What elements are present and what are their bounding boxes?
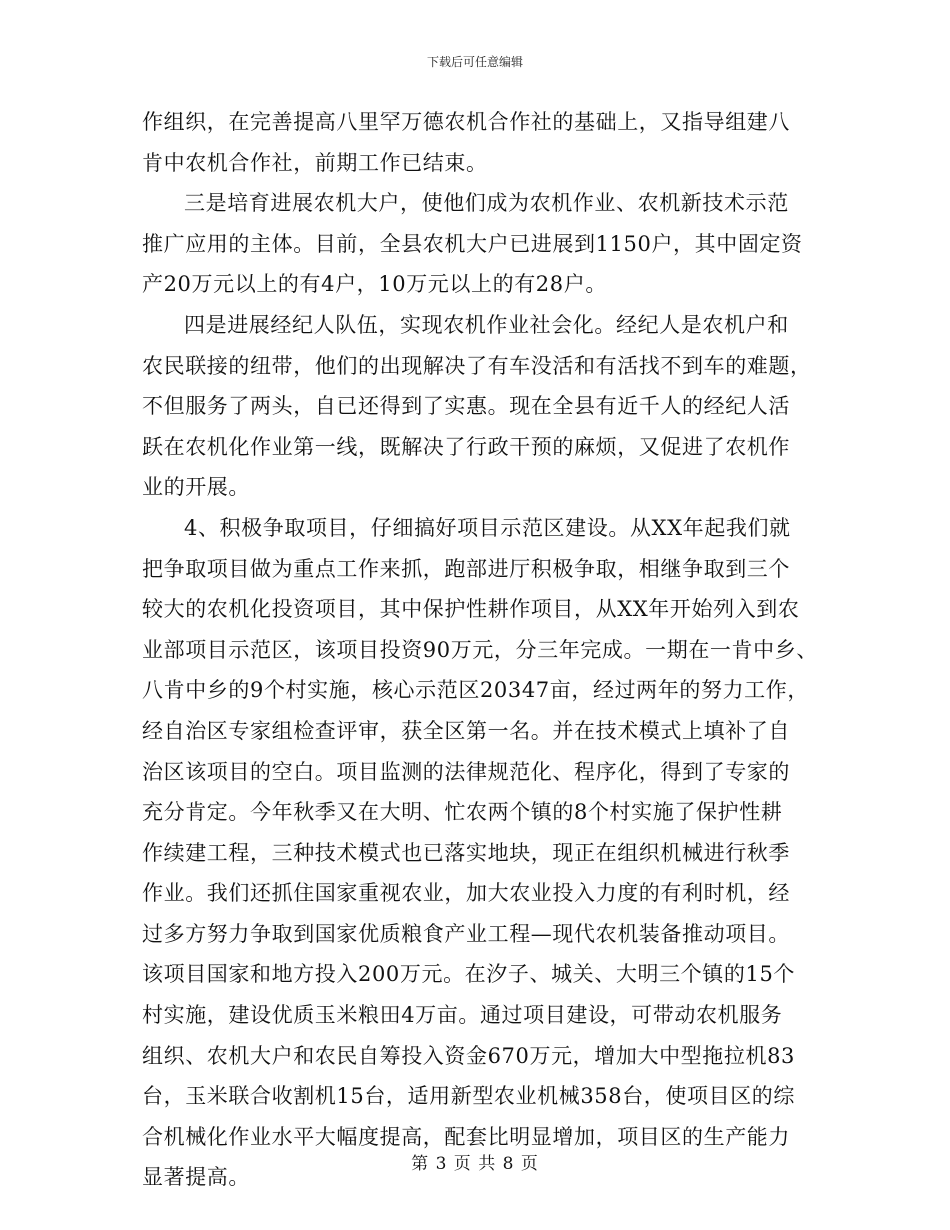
text-line: 4、积极争取项目，仔细搞好项目示范区建设。从XX年起我们就 — [184, 515, 791, 540]
text-line: 八肯中乡的9个村实施，核心示范区20347亩，经过两年的努力工作， — [142, 678, 809, 703]
text-line: 作业。我们还抓住国家重视农业，加大农业投入力度的有利时机，经 — [142, 881, 790, 906]
text-line: 三是培育进展农机大户，使他们成为农机作业、农机新技术示范 — [184, 191, 789, 216]
text-line: 作续建工程，三种技术模式也已落实地块，现正在组织机械进行秋季 — [142, 840, 790, 865]
text-line: 村实施，建设优质玉米粮田4万亩。通过项目建设，可带动农机服务 — [142, 1003, 783, 1028]
text-line: 较大的农机化投资项目，其中保护性耕作项目，从XX年开始列入到农 — [142, 597, 800, 622]
text-line: 治区该项目的空白。项目监测的法律规范化、程序化，得到了专家的 — [142, 759, 790, 784]
page-number-footer: 第 3 页 共 8 页 — [411, 1154, 539, 1174]
text-line: 经自治区专家组检查评审，获全区第一名。并在技术模式上填补了自 — [142, 718, 790, 743]
text-line: 充分肯定。今年秋季又在大明、忙农两个镇的8个村实施了保护性耕 — [142, 800, 783, 825]
text-line: 组织、农机大户和农民自筹投入资金670万元，增加大中型拖拉机83 — [142, 1043, 796, 1068]
text-line: 作组织，在完善提高八里罕万德农机合作社的基础上，又指导组建八 — [142, 110, 790, 134]
text-line: 不但服务了两头，自已还得到了实惠。现在全县有近千人的经纪人活 — [142, 394, 790, 419]
text-line: 业的开展。 — [142, 475, 250, 500]
page-header: 下载后可任意编辑 — [426, 55, 523, 69]
text-line: 过多方努力争取到国家优质粮食产业工程—现代农机装备推动项目。 — [142, 921, 790, 946]
text-line: 该项目国家和地方投入200万元。在汐子、城关、大明三个镇的15个 — [142, 962, 796, 987]
text-line: 跃在农机化作业第一线，既解决了行政干预的麻烦，又促进了农机作 — [142, 434, 790, 459]
text-line: 显著提高。 — [142, 1165, 250, 1190]
document-body — [142, 102, 818, 1198]
text-line: 四是进展经纪人队伍，实现农机作业社会化。经纪人是农机户和 — [184, 312, 789, 337]
text-line: 把争取项目做为重点工作来抓，跑部进厅积极争取，相继争取到三个 — [142, 556, 790, 581]
text-line: 农民联接的纽带，他们的出现解决了有车没活和有活找不到车的难题， — [142, 353, 812, 378]
text-line: 合机械化作业水平大幅度提高，配套比明显增加，项目区的生产能力 — [142, 1124, 790, 1149]
text-line: 肯中农机合作社，前期工作已结束。 — [142, 150, 488, 175]
text-line: 台，玉米联合收割机15台，适用新型农业机械358台，使项目区的综 — [142, 1084, 796, 1109]
text-line: 推广应用的主体。目前，全县农机大户已进展到1150户，其中固定资 — [142, 231, 803, 256]
text-line: 产20万元以上的有4户，10万元以上的有28户。 — [142, 272, 607, 297]
text-line: 业部项目示范区，该项目投资90万元，分三年完成。一期在一肯中乡、 — [142, 637, 818, 662]
